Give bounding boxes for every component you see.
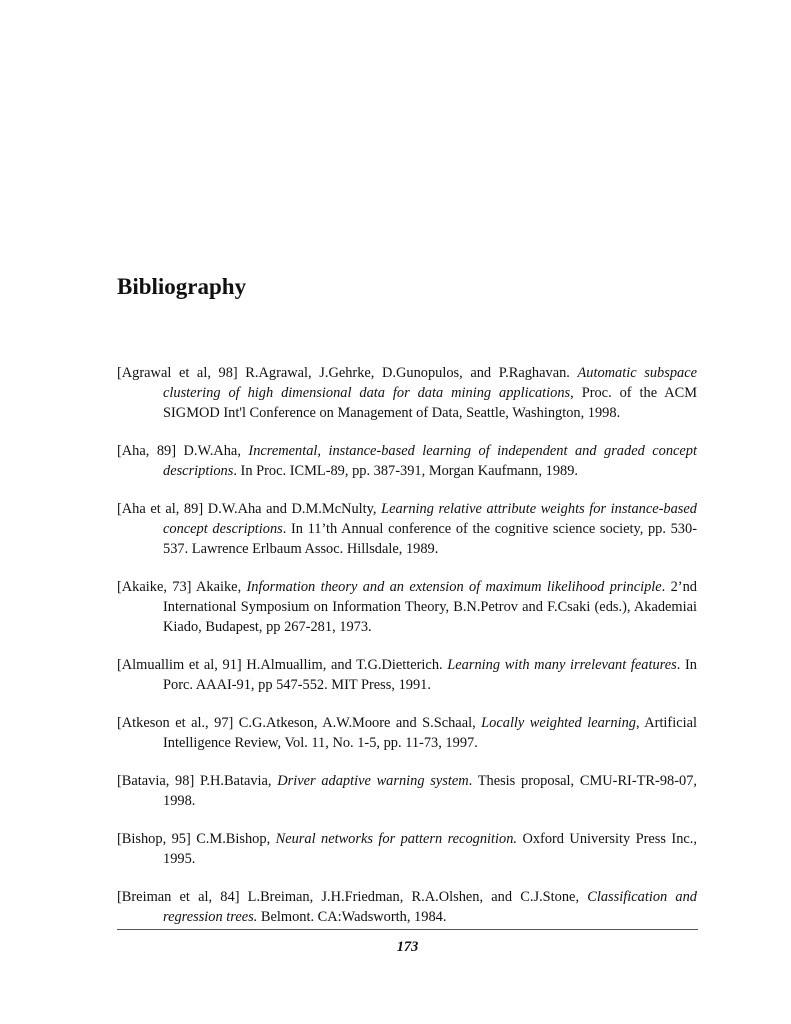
reference-item <box>117 655 697 695</box>
reference-title: Locally weighted learning <box>481 715 636 731</box>
reference-authors: L.Breiman, J.H.Friedman, R.A.Olshen, and C.J.Stone, <box>239 889 588 905</box>
reference-item <box>117 499 697 559</box>
reference-details: . 2’nd International Symposium on Information Theory, B.N.Petrov and F.Csaki (eds.), Akademiai Kiado, Budapest, pp 267-281, 1973. <box>163 579 697 635</box>
reference-key: [Atkeson et al., 97] <box>117 715 234 731</box>
reference-list <box>117 363 697 927</box>
reference-item <box>117 441 697 481</box>
footer-divider <box>117 929 698 930</box>
reference-item <box>117 713 697 753</box>
reference-title: Driver adaptive warning system <box>277 773 469 789</box>
reference-item <box>117 829 697 869</box>
reference-details: . In Porc. AAAI-91, pp 547-552. MIT Press, 1991. <box>163 657 697 693</box>
reference-key: [Aha et al, 89] <box>117 501 204 517</box>
reference-item <box>117 887 697 927</box>
reference-title: Automatic subspace clustering of high dimensional data for data mining applications, <box>163 365 697 401</box>
reference-key: [Akaike, 73] <box>117 579 192 595</box>
reference-title: Learning relative attribute weights for instance-based concept descriptions <box>163 501 697 537</box>
reference-item <box>117 771 697 811</box>
reference-key: [Bishop, 95] <box>117 831 191 847</box>
page-title: Bibliography <box>117 274 247 299</box>
reference-details: . In Proc. ICML-89, pp. 387-391, Morgan Kaufmann, 1989. <box>233 463 579 479</box>
reference-title: Incremental, instance-based learning of independent and graded concept descriptions <box>163 443 697 479</box>
reference-title: Neural networks for pattern recognition. <box>275 831 518 847</box>
reference-title: Classification and regression trees. <box>163 889 697 925</box>
reference-details: Oxford University Press Inc., 1995. <box>163 831 697 867</box>
reference-authors: C.G.Atkeson, A.W.Moore and S.Schaal, <box>233 715 482 731</box>
reference-details: Belmont. CA:Wadsworth, 1984. <box>257 909 447 925</box>
reference-details: Proc. of the ACM SIGMOD Int'l Conference on Management of Data, Seattle, Washington, 1998. <box>163 385 697 421</box>
reference-authors: Akaike, <box>191 579 247 595</box>
reference-key: [Almuallim et al, 91] <box>117 657 242 673</box>
reference-key: [Aha, 89] <box>117 443 177 459</box>
reference-details: , Artificial Intelligence Review, Vol. 11, No. 1-5, pp. 11-73, 1997. <box>163 715 697 751</box>
reference-details: . Thesis proposal, CMU-RI-TR-98-07, 1998. <box>163 773 697 809</box>
reference-authors: H.Almuallim, and T.G.Dietterich. <box>241 657 448 673</box>
reference-key: [Breiman et al, 84] <box>117 889 240 905</box>
reference-title: Information theory and an extension of maximum likelihood principle <box>246 579 662 595</box>
reference-authors: P.H.Batavia, <box>194 773 278 789</box>
reference-item <box>117 363 697 423</box>
reference-key: [Batavia, 98] <box>117 773 195 789</box>
reference-authors: R.Agrawal, J.Gehrke, D.Gunopulos, and P.Raghavan. <box>237 365 578 381</box>
reference-details: . In 11’th Annual conference of the cognitive science society, pp. 530-537. Lawrence Erlbaum Assoc. Hillsdale, 1989. <box>163 521 697 557</box>
page-number: 173 <box>396 939 419 955</box>
reference-authors: C.M.Bishop, <box>190 831 276 847</box>
reference-authors: D.W.Aha, <box>176 443 249 459</box>
reference-authors: D.W.Aha and D.M.McNulty, <box>203 501 382 517</box>
reference-key: [Agrawal et al, 98] <box>117 365 238 381</box>
reference-item <box>117 577 697 637</box>
reference-title: Learning with many irrelevant features <box>447 657 677 673</box>
